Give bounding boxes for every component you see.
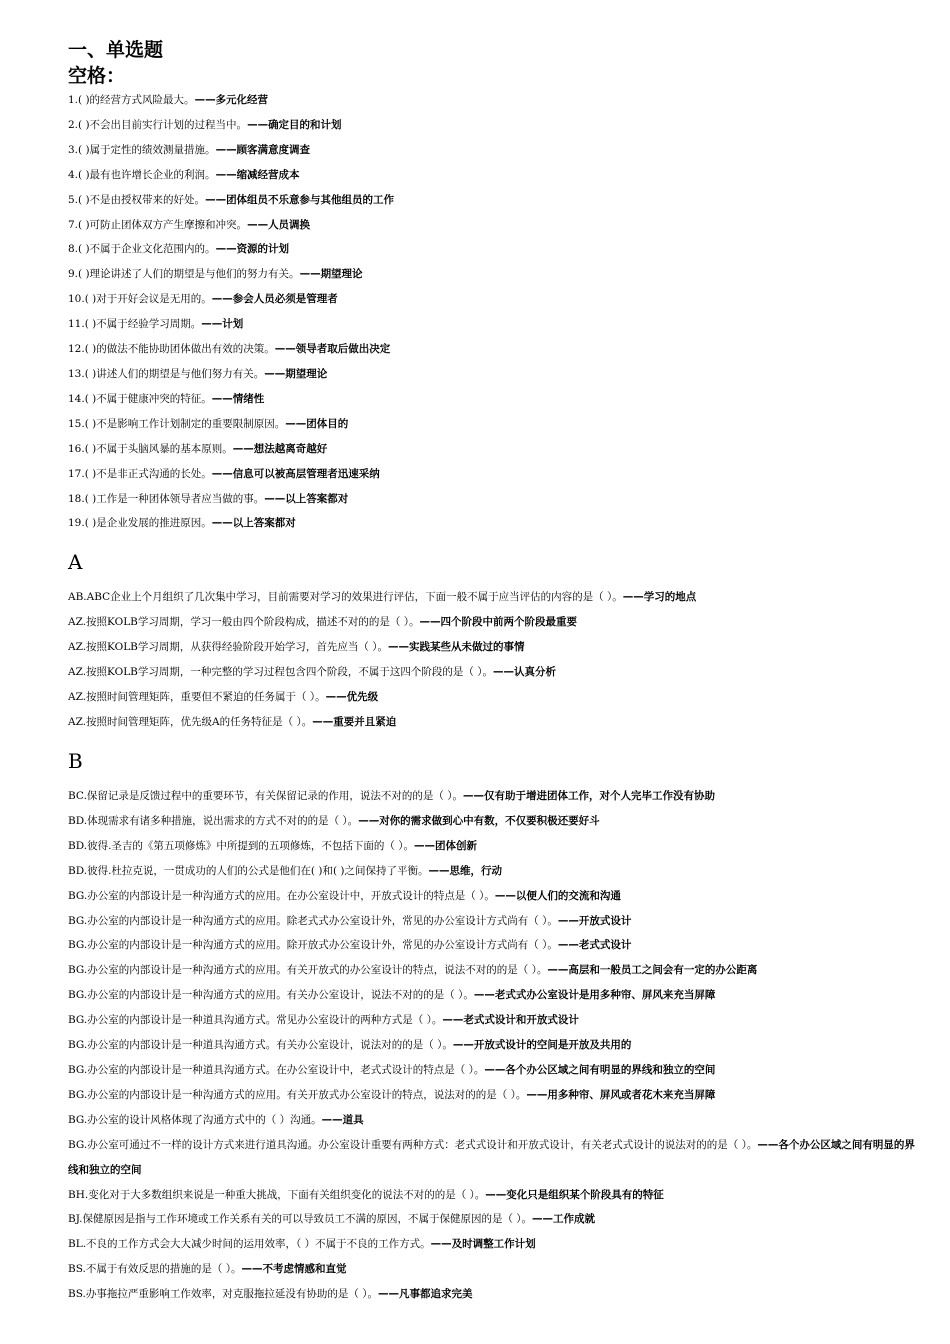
question-text: BG.办公室的内部设计是一种道具沟通方式。在办公室设计中，老式式设计的特点是（ ）。 (68, 1063, 485, 1076)
question-text: 17.( )不是非正式沟通的长处。 (68, 467, 212, 480)
question-item (68, 437, 918, 462)
question-text: AZ.按照KOLB学习周期，学习一般由四个阶段构成，描述不对的的是（ ）。 (68, 615, 420, 628)
question-item (68, 1108, 918, 1133)
question-text: AZ.按照KOLB学习周期，从获得经验阶段开始学习，首先应当（ ）。 (68, 640, 388, 653)
question-item (68, 1257, 918, 1282)
answer-text: ——高层和一般员工之间会有一定的办公距离 (547, 964, 758, 977)
question-text: BG.办公室的内部设计是一种沟通方式的应用。有关开放式办公室设计的特点，说法对的的是（ ）。 (68, 1088, 527, 1101)
question-text: 19.( )是企业发展的推进原因。 (68, 517, 212, 530)
question-item (68, 1133, 918, 1183)
question-text: BG.办公室的内部设计是一种沟通方式的应用。除开放式办公室设计外，常见的办公室设计方式尚有（ ）。 (68, 939, 558, 952)
letter-heading-b: B (68, 749, 83, 773)
question-item (68, 262, 918, 287)
question-text: BG.办公室的内部设计是一种道具沟通方式。有关办公室设计，说法对的的是（ ）。 (68, 1039, 453, 1052)
question-item (68, 1008, 918, 1033)
question-text: 1.( )的经营方式风险最大。 (68, 94, 195, 106)
question-item (68, 511, 918, 536)
answer-text: ——思维，行动 (428, 864, 502, 877)
question-text: BG.办公室可通过不一样的设计方式来进行道具沟通。办公室设计重要有两种方式：老式式设计和开放式设计，有关老式式设计的说法对的的是（ ）。 (68, 1138, 758, 1151)
answer-text: ——领导者取后做出决定 (274, 343, 391, 356)
question-item (68, 909, 918, 934)
question-item (68, 685, 918, 710)
question-item (68, 585, 918, 610)
question-item (68, 933, 918, 958)
answer-text: ——各个办公区域之间有明显的界线和独立的空间 (484, 1063, 716, 1076)
question-text: 16.( )不属于头脑风暴的基本原则。 (68, 442, 233, 455)
answer-text: ——对你的需求做到心中有数，不仅要积极还要好斗 (358, 814, 600, 827)
answer-text: ——信息可以被高层管理者迅速采纳 (211, 467, 380, 480)
letter-heading-a: A (68, 550, 83, 574)
question-text: 15.( )不是影响工作计划制定的重要限制原因。 (68, 417, 286, 430)
answer-text: ——以便人们的交流和沟通 (494, 889, 621, 902)
question-text: BD.彼得.圣吉的《第五项修炼》中所提到的五项修炼，不包括下面的（ ）。 (68, 839, 415, 852)
question-text: 7.( )可防止团体双方产生摩擦和冲突。 (68, 218, 248, 231)
question-text: 12.( )的做法不能协助团体做出有效的决策。 (68, 343, 275, 356)
answer-text: ——工作成就 (532, 1213, 596, 1226)
question-item (68, 1183, 918, 1208)
question-text: BG.办公室的内部设计是一种沟通方式的应用。有关办公室设计，说法不对的的是（ ）。 (68, 989, 474, 1002)
question-item (68, 487, 918, 512)
question-text: 4.( )最有也许增长企业的利润。 (68, 168, 216, 181)
answer-text: ——各个办公区域之间有明显的界线和独立的空间 (68, 1138, 915, 1176)
answer-text: ——仅有助于增进团体工作，对个人完毕工作没有协助 (463, 790, 715, 802)
answer-text: ——团体目的 (285, 417, 349, 430)
question-text: 14.( )不属于健康冲突的特征。 (68, 392, 212, 405)
answer-text: ——学习的地点 (622, 591, 697, 603)
question-text: BC.保留记录是反馈过程中的重要环节，有关保留记录的作用，说法不对的的是（ ）。 (68, 790, 463, 802)
answer-text: ——期望理论 (264, 367, 328, 380)
question-item (68, 1207, 918, 1232)
answer-text: ——重要并且紧迫 (312, 715, 397, 728)
question-text: 11.( )不属于经验学习周期。 (68, 318, 202, 331)
question-text: BS.办事拖拉严重影响工作效率，对克服拖拉延没有协助的是（ ）。 (68, 1288, 378, 1301)
question-item (68, 1282, 918, 1307)
answer-text: ——四个阶段中前两个阶段最重要 (419, 615, 577, 628)
question-item (68, 88, 918, 113)
section-subheading: 空格： (68, 65, 126, 87)
answer-text: ——参会人员必须是管理者 (211, 293, 338, 306)
question-item (68, 113, 918, 138)
question-item (68, 237, 918, 262)
question-item (68, 1058, 918, 1083)
question-text: AB.ABC企业上个月组织了几次集中学习，目前需要对学习的效果进行评估，下面一般不属于应当评估的内容的是（ ）。 (68, 591, 623, 603)
question-item (68, 635, 918, 660)
question-item (68, 610, 918, 635)
answer-text: ——人员调换 (247, 218, 311, 231)
question-text: 8.( )不属于企业文化范围内的。 (68, 243, 216, 256)
answer-text: ——以上答案都对 (211, 517, 296, 530)
question-list-a (68, 585, 918, 734)
question-item (68, 983, 918, 1008)
question-text: 3.( )属于定性的绩效测量措施。 (68, 143, 216, 156)
answer-text: ——计划 (201, 318, 244, 331)
answer-text: ——老式式设计 (557, 939, 632, 952)
answer-text: ——情绪性 (211, 392, 265, 405)
question-list-blank (68, 88, 918, 536)
answer-text: ——团体组员不乐意参与其他组员的工作 (205, 193, 395, 206)
question-list-b (68, 784, 918, 1307)
question-item (68, 884, 918, 909)
question-item (68, 834, 918, 859)
answer-text: ——老式式办公室设计是用多种帘、屏风来充当屏障 (473, 989, 716, 1002)
answer-text: ——资源的计划 (215, 243, 290, 256)
question-item (68, 660, 918, 685)
answer-text: ——缩减经营成本 (215, 168, 300, 181)
question-text: BH.变化对于大多数组织来说是一种重大挑战，下面有关组织变化的说法不对的的是（ ）。 (68, 1188, 486, 1201)
question-item (68, 462, 918, 487)
question-item (68, 213, 918, 238)
question-text: BG.办公室的内部设计是一种沟通方式的应用。有关开放式的办公室设计的特点，说法不对的的是（ ）。 (68, 964, 548, 977)
answer-text: ——实践某些从未做过的事情 (387, 640, 525, 653)
question-text: BG.办公室的内部设计是一种沟通方式的应用。在办公室设计中，开放式设计的特点是（ ）。 (68, 889, 495, 902)
question-item (68, 710, 918, 735)
answer-text: ——顾客满意度调查 (215, 143, 311, 156)
question-text: 5.( )不是由授权带来的好处。 (68, 193, 206, 206)
question-text: 18.( )工作是一种团体领导者应当做的事。 (68, 492, 265, 505)
answer-text: ——凡事都追求完美 (377, 1288, 473, 1301)
question-text: 10.( )对于开好会议是无用的。 (68, 293, 212, 306)
question-item (68, 784, 918, 809)
question-item (68, 412, 918, 437)
question-text: BD.彼得.杜拉克说，一贯成功的人们的公式是他们在( )和( )之间保持了平衡。 (68, 864, 429, 877)
question-text: 13.( )讲述人们的期望是与他们努力有关。 (68, 367, 265, 380)
question-item (68, 958, 918, 983)
question-item (68, 287, 918, 312)
question-text: AZ.按照KOLB学习周期，一种完整的学习过程包含四个阶段，不属于这四个阶段的是（ ）。 (68, 665, 493, 678)
question-item (68, 859, 918, 884)
question-text: BG.办公室的内部设计是一种道具沟通方式。常见办公室设计的两种方式是（ ）。 (68, 1014, 443, 1027)
section-heading: 一、单选题 (68, 39, 164, 61)
question-item (68, 809, 918, 834)
answer-text: ——期望理论 (299, 268, 363, 281)
answer-text: ——优先级 (325, 690, 379, 703)
question-text: AZ.按照时间管理矩阵，重要但不紧迫的任务属于（ ）。 (68, 690, 326, 703)
answer-text: ——不考虑情感和直觉 (241, 1263, 347, 1276)
question-item (68, 337, 918, 362)
question-item (68, 387, 918, 412)
answer-text: ——及时调整工作计划 (430, 1238, 536, 1251)
answer-text: ——确定目的和计划 (247, 118, 342, 131)
answer-text: ——开放式设计 (557, 914, 632, 927)
answer-text: ——以上答案都对 (264, 492, 349, 505)
question-item (68, 163, 918, 188)
answer-text: ——用多种帘、屏风或者花木来充当屏障 (526, 1088, 716, 1101)
answer-text: ——多元化经营 (194, 94, 269, 106)
question-text: BG.办公室的内部设计是一种沟通方式的应用。除老式式办公室设计外，常见的办公室设计方式尚有（ ）。 (68, 914, 558, 927)
answer-text: ——道具 (321, 1113, 364, 1126)
question-text: BS.不属于有效反思的措施的是（ ）。 (68, 1263, 242, 1276)
question-text: BG.办公室的设计风格体现了沟通方式中的（ ）沟通。 (68, 1113, 322, 1126)
answer-text: ——老式式设计和开放式设计 (442, 1014, 579, 1027)
question-text: BL.不良的工作方式会大大减少时间的运用效率，（ ）不属于不良的工作方式。 (68, 1238, 431, 1251)
question-text: AZ.按照时间管理矩阵，优先级A的任务特征是（ ）。 (68, 715, 313, 728)
question-item (68, 188, 918, 213)
question-item (68, 312, 918, 337)
question-item (68, 362, 918, 387)
question-item (68, 138, 918, 163)
question-item (68, 1033, 918, 1058)
answer-text: ——想法越离奇越好 (232, 442, 328, 455)
question-text: BD.体现需求有诸多种措施，说出需求的方式不对的的是（ ）。 (68, 814, 359, 827)
answer-text: ——认真分析 (492, 665, 556, 678)
answer-text: ——团体创新 (414, 839, 478, 852)
question-text: 2.( )不会出目前实行计划的过程当中。 (68, 118, 248, 131)
question-text: 9.( )理论讲述了人们的期望是与他们的努力有关。 (68, 268, 300, 281)
answer-text: ——变化只是组织某个阶段具有的特征 (485, 1188, 664, 1201)
question-text: BJ.保健原因是指与工作环境或工作关系有关的可以导致员工不满的原因，不属于保健原因的是（ ）。 (68, 1213, 533, 1226)
question-item (68, 1083, 918, 1108)
question-item (68, 1232, 918, 1257)
answer-text: ——开放式设计的空间是开放及共用的 (452, 1039, 632, 1052)
